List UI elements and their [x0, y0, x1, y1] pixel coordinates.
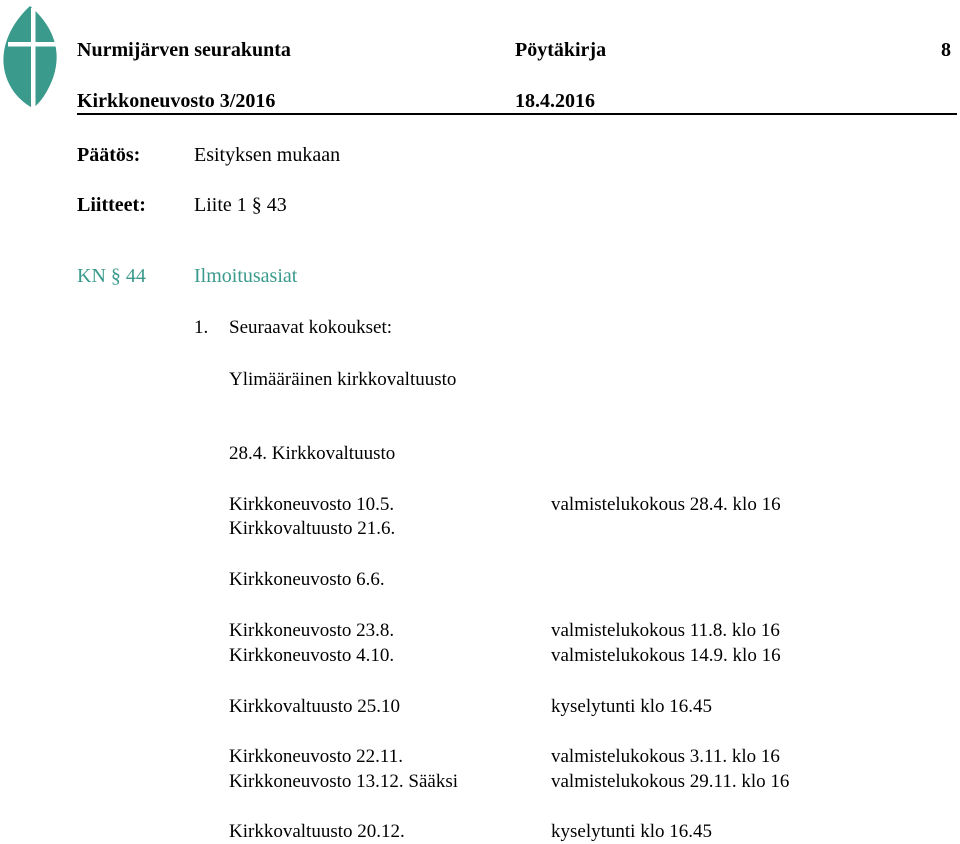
decision-label: Päätös:: [77, 144, 141, 166]
section-number: KN § 44: [77, 265, 146, 287]
meeting-note: kyselytunti klo 16.45: [551, 821, 712, 842]
meeting-name: Kirkkoneuvosto 6.6.: [229, 569, 385, 590]
meeting-name: Kirkkovaltuusto 25.10: [229, 696, 400, 717]
decision-value: Esityksen mukaan: [194, 144, 341, 166]
meeting-name: Kirkkovaltuusto 20.12.: [229, 821, 405, 842]
meeting-name: Kirkkoneuvosto 22.11.: [229, 746, 403, 767]
header-divider: [77, 113, 957, 115]
attachments-value: Liite 1 § 43: [194, 194, 287, 216]
meeting-note: valmistelukokous 28.4. klo 16: [551, 494, 781, 515]
meeting-note: kyselytunti klo 16.45: [551, 696, 712, 717]
meeting-name: Kirkkoneuvosto 13.12. Sääksi: [229, 771, 459, 792]
attachments-label: Liitteet:: [77, 194, 146, 216]
organization-name: Nurmijärven seurakunta: [77, 39, 291, 61]
list-item-title: Seuraavat kokoukset:: [229, 317, 393, 338]
meeting-note: valmistelukokous 11.8. klo 16: [551, 620, 780, 641]
meeting-note: valmistelukokous 29.11. klo 16: [551, 771, 790, 792]
page-number: 8: [941, 39, 951, 61]
meeting-name: Kirkkovaltuusto 21.6.: [229, 518, 396, 539]
meeting-name: 28.4. Kirkkovaltuusto: [229, 443, 396, 464]
meeting-name: Kirkkoneuvosto 23.8.: [229, 620, 395, 641]
meeting-date: 18.4.2016: [515, 90, 595, 112]
meeting-name: Kirkkoneuvosto 4.10.: [229, 645, 395, 666]
meeting-note: valmistelukokous 3.11. klo 16: [551, 746, 780, 767]
meeting-title: Kirkkoneuvosto 3/2016: [77, 90, 276, 112]
list-item-number: 1.: [194, 317, 209, 338]
document-type: Pöytäkirja: [515, 39, 607, 61]
list-subheading: Ylimääräinen kirkkovaltuusto: [229, 369, 457, 390]
meeting-note: valmistelukokous 14.9. klo 16: [551, 645, 781, 666]
parish-logo-icon: [0, 0, 70, 112]
section-title: Ilmoitusasiat: [194, 265, 298, 287]
meeting-name: Kirkkoneuvosto 10.5.: [229, 494, 395, 515]
